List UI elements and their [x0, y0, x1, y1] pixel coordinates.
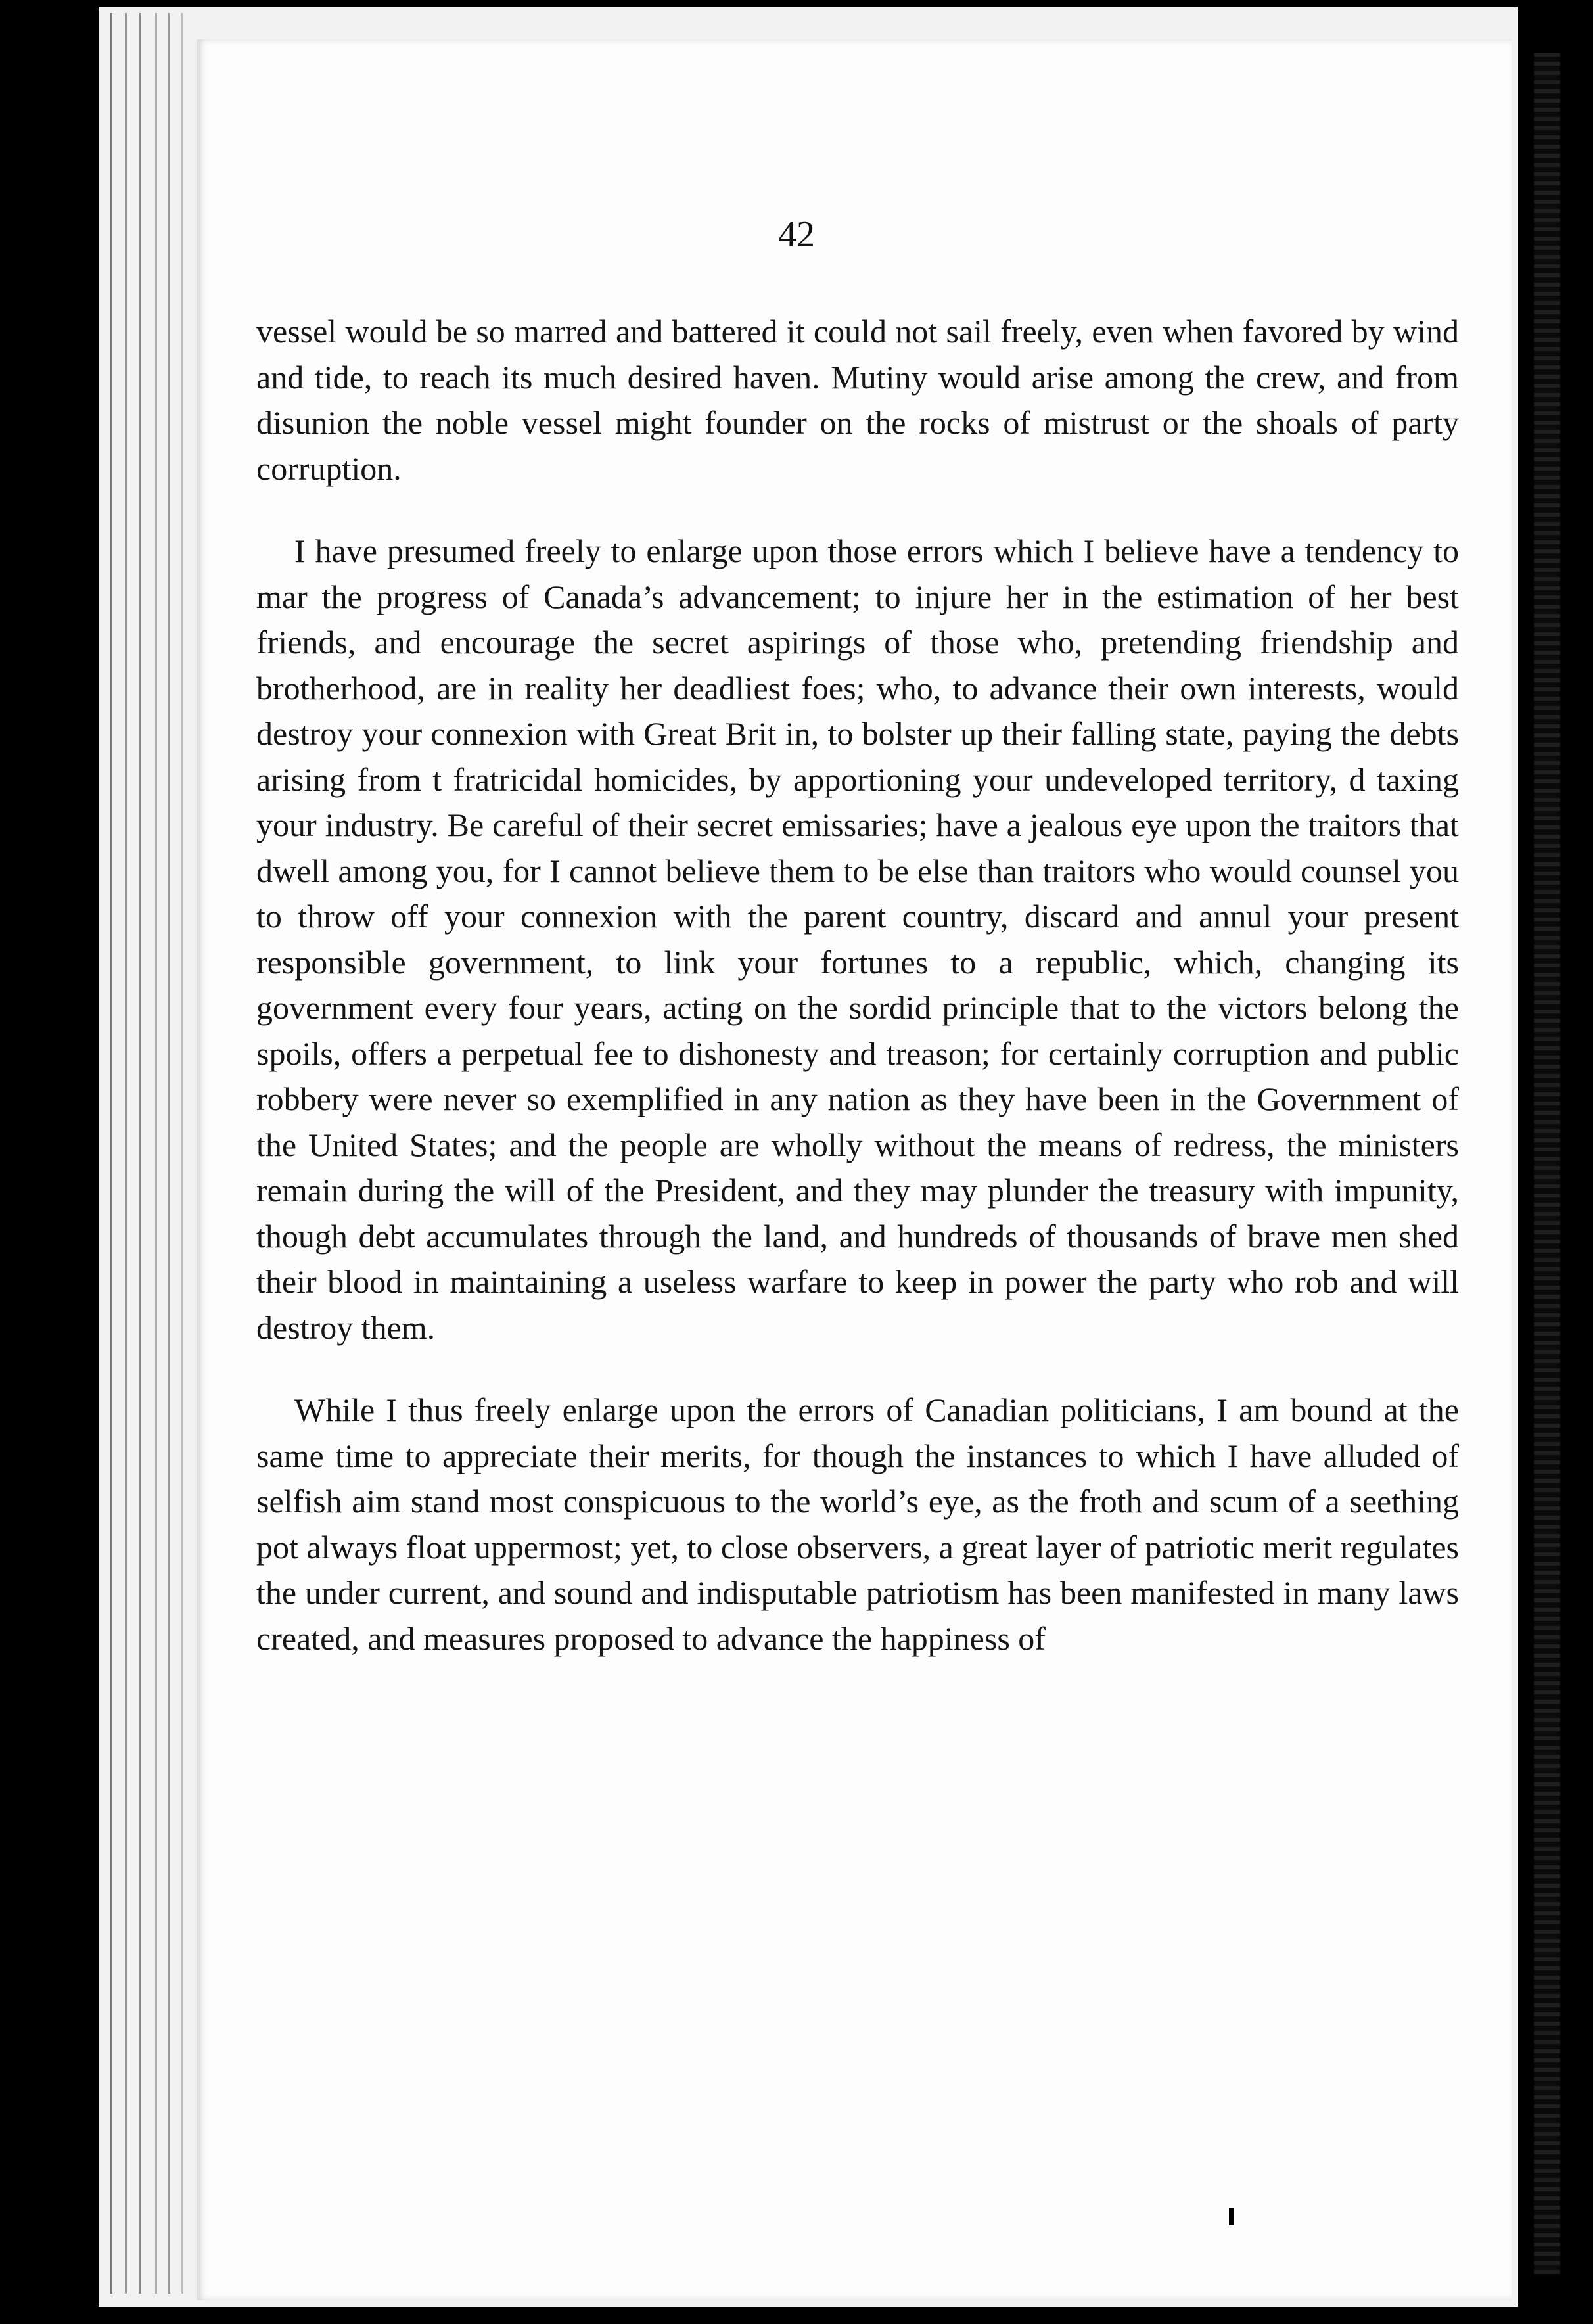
- ink-mark: [1229, 2208, 1234, 2225]
- body-text: [256, 309, 1459, 1662]
- paragraph-2: I have presumed freely to enlarge upon those errors which I believe have a tendency to mar the progress of Canada’s advancement; to injure her in the estimation of her best friends, and encourage the secret aspirings of those who, pretending friendship and brotherhood, are in reality her deadliest foes; who, to advance their own interests, would destroy your connexion with Great Brit in, to bolster up their falling state, paying the debts arising from t fratricidal homicides, by apportioning your undeveloped territory, d taxing your industry. Be careful of their secret emissaries; have a jealous eye upon the traitors that dwell among you, for I cannot believe them to be else than traitors who would counsel you to throw off your connexion with the parent country, discard and annul your present responsible government, to link your fortunes to a republic, which, changing its government every four years, acting on the sordid principle that to the victors belong the spoils, offers a perpetual fee to dishonesty and treason; for certainly corruption and public robbery were never so exemplified in any nation as they have been in the Government of the United States; and the people are wholly without the means of redress, the ministers remain during the will of the President, and they may plunder the treasury with impunity, though debt accumulates through the land, and hundreds of thousands of brave men shed their blood in maintaining a useless warfare to keep in power the party who rob and will destroy them.: [256, 532, 1459, 1346]
- paragraph-1: vessel would be so marred and battered it could not sail freely, even when favored by wind and tide, to reach its much desired haven. Mutiny would arise among the crew, and from disunion the noble vessel might founder on the rocks of mistrust or the shoals of party corruption.: [256, 313, 1459, 487]
- page-edge-line: [139, 13, 141, 2294]
- page-edge-strip: [1534, 53, 1560, 2274]
- page-edge-line: [110, 13, 112, 2294]
- page-edge-line: [125, 13, 127, 2294]
- page-edge-line: [168, 13, 170, 2294]
- page-edge-line: [181, 13, 183, 2294]
- paragraph-3: While I thus freely enlarge upon the errors of Canadian politicians, I am bound at the same time to appreciate their merits, for though the instances to which I have alluded of selfish aim stand most conspicuous to the world’s eye, as the froth and scum of a seething pot always float uppermost; yet, to close observers, a great layer of patriotic merit regulates the under current, and sound and indisputable patriotism has been manifested in many laws created, and measures proposed to advance the happiness of: [256, 1391, 1459, 1657]
- right-book-edge: [1521, 0, 1593, 2324]
- page-edge-line: [155, 13, 157, 2294]
- page-number: 42: [778, 214, 815, 255]
